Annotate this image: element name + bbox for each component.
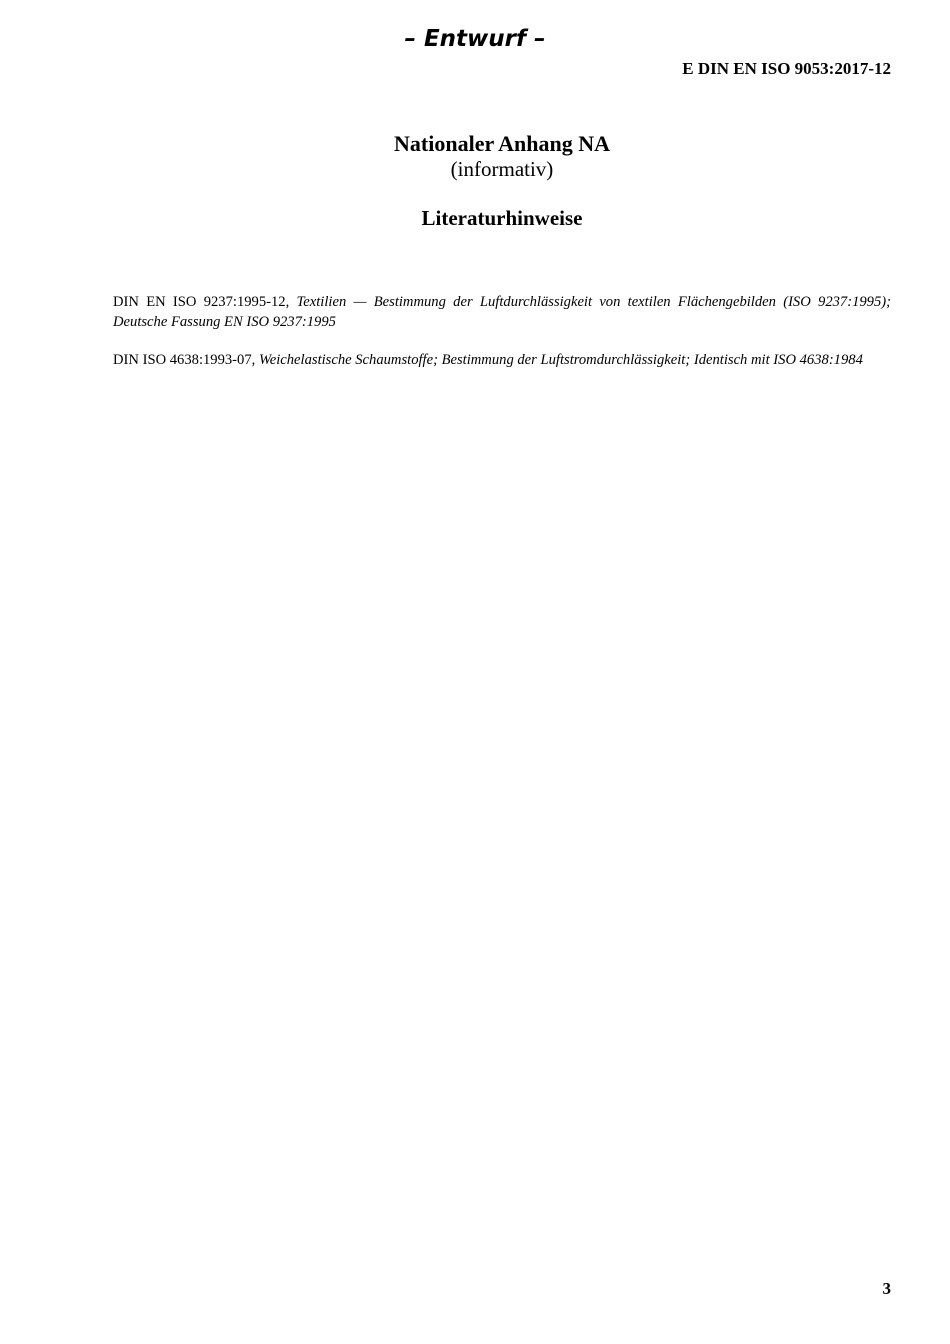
page-number: 3	[882, 1279, 891, 1298]
reference-designation: DIN EN ISO 9237:1995-12,	[113, 294, 297, 310]
annex-subtitle: (informativ)	[450, 157, 554, 181]
reference-item	[113, 292, 891, 332]
document-id: E DIN EN ISO 9053:2017-12	[682, 59, 891, 78]
section-title: Literaturhinweise	[421, 206, 583, 230]
reference-designation: DIN ISO 4638:1993-07,	[113, 352, 259, 368]
reference-list	[113, 292, 891, 388]
draft-mark: – Entwurf –	[404, 26, 546, 52]
reference-title: Weichelastische Schaumstoffe; Bestimmung der Luftstromdurchlässigkeit; Identisch mit ISO 4638:1984	[258, 352, 863, 368]
reference-title: Textilien — Bestimmung der Luftdurchlässigkeit von textilen Flächengebilden (ISO 9237:1995); Deutsche Fassung EN ISO 9237:1995	[113, 294, 891, 330]
annex-title: Nationaler Anhang NA	[394, 131, 610, 156]
reference-item	[113, 350, 891, 370]
